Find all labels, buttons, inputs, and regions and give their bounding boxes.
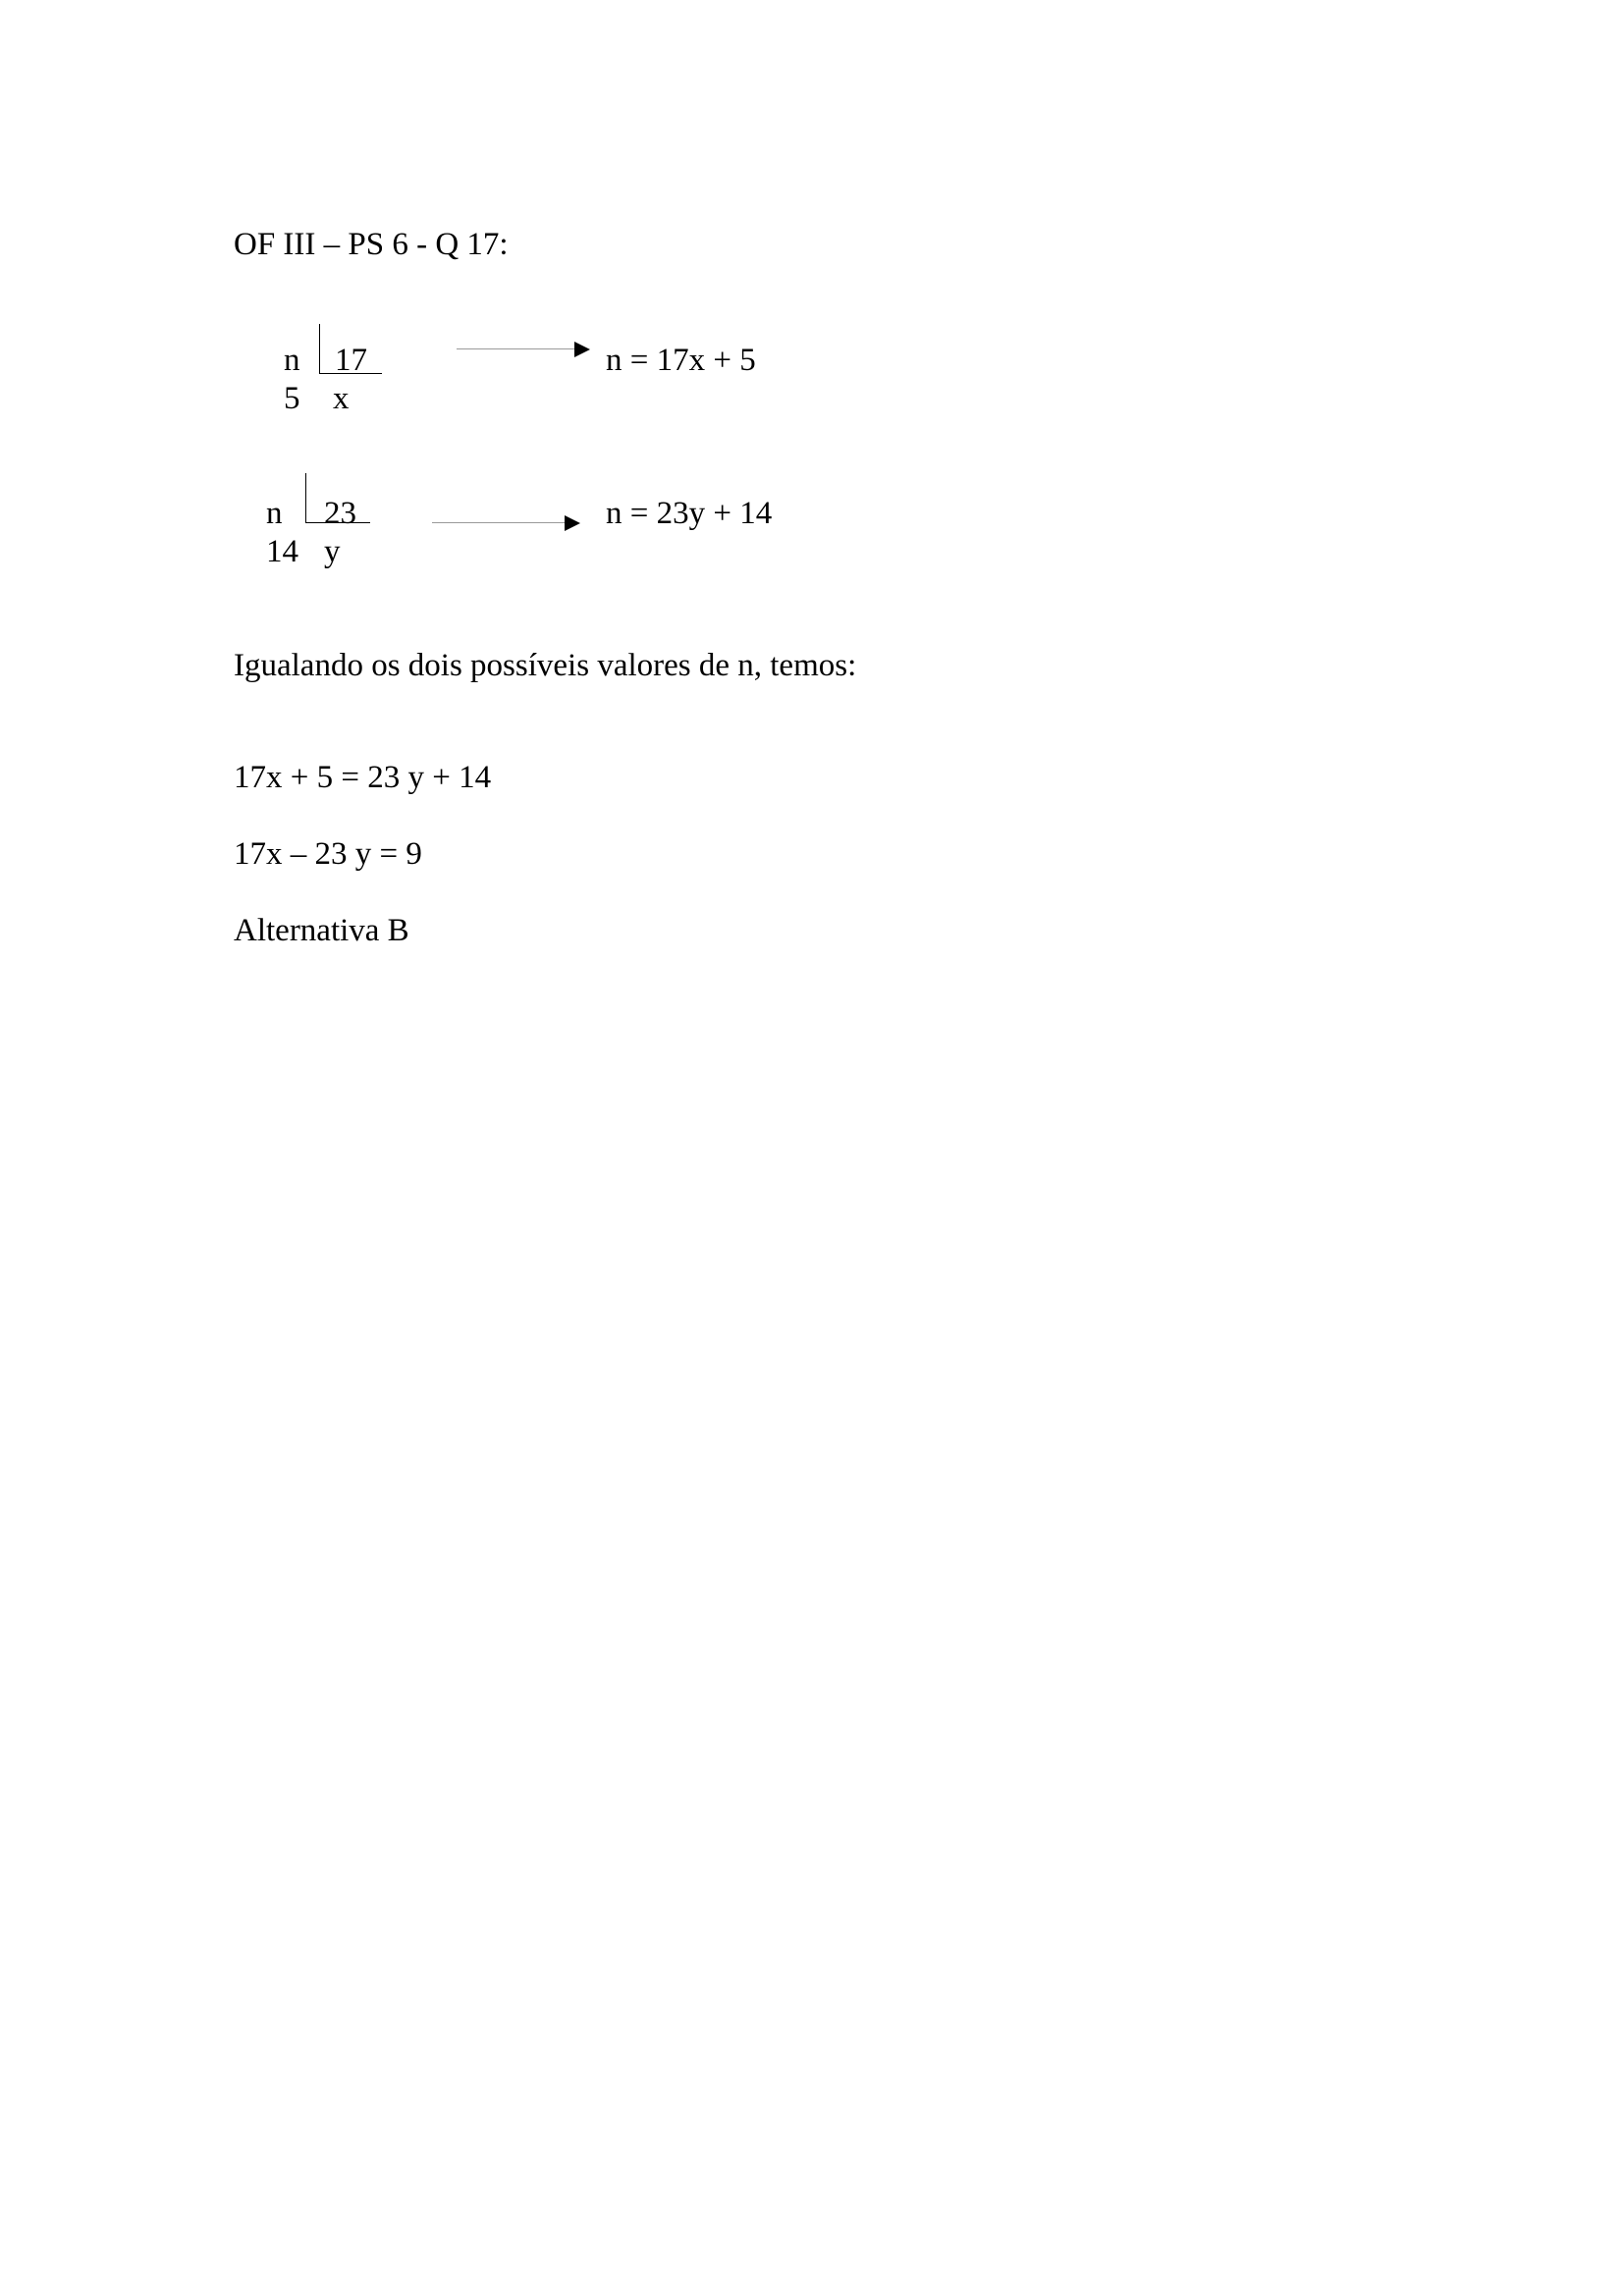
division-2-remainder: 14 bbox=[266, 534, 298, 569]
division-1-result: n = 17x + 5 bbox=[606, 343, 756, 378]
equation-2: 17x – 23 y = 9 bbox=[234, 836, 422, 872]
equation-1: 17x + 5 = 23 y + 14 bbox=[234, 760, 492, 795]
division-2-divisor: 23 bbox=[324, 496, 356, 531]
division-1-divisor: 17 bbox=[335, 343, 367, 378]
division-2-result: n = 23y + 14 bbox=[606, 496, 773, 531]
answer-line: Alternativa B bbox=[234, 913, 409, 948]
division-1-quotient: x bbox=[333, 381, 350, 416]
question-heading: OF III – PS 6 - Q 17: bbox=[234, 227, 509, 262]
division-1-bracket-vertical bbox=[319, 324, 320, 373]
division-2-bracket-vertical bbox=[305, 473, 306, 522]
intro-paragraph: Igualando os dois possíveis valores de n, temos: bbox=[234, 648, 857, 683]
division-2-quotient: y bbox=[324, 534, 341, 569]
division-1-remainder: 5 bbox=[284, 381, 300, 416]
division-2-dividend: n bbox=[266, 496, 283, 531]
division-1-dividend: n bbox=[284, 343, 300, 378]
